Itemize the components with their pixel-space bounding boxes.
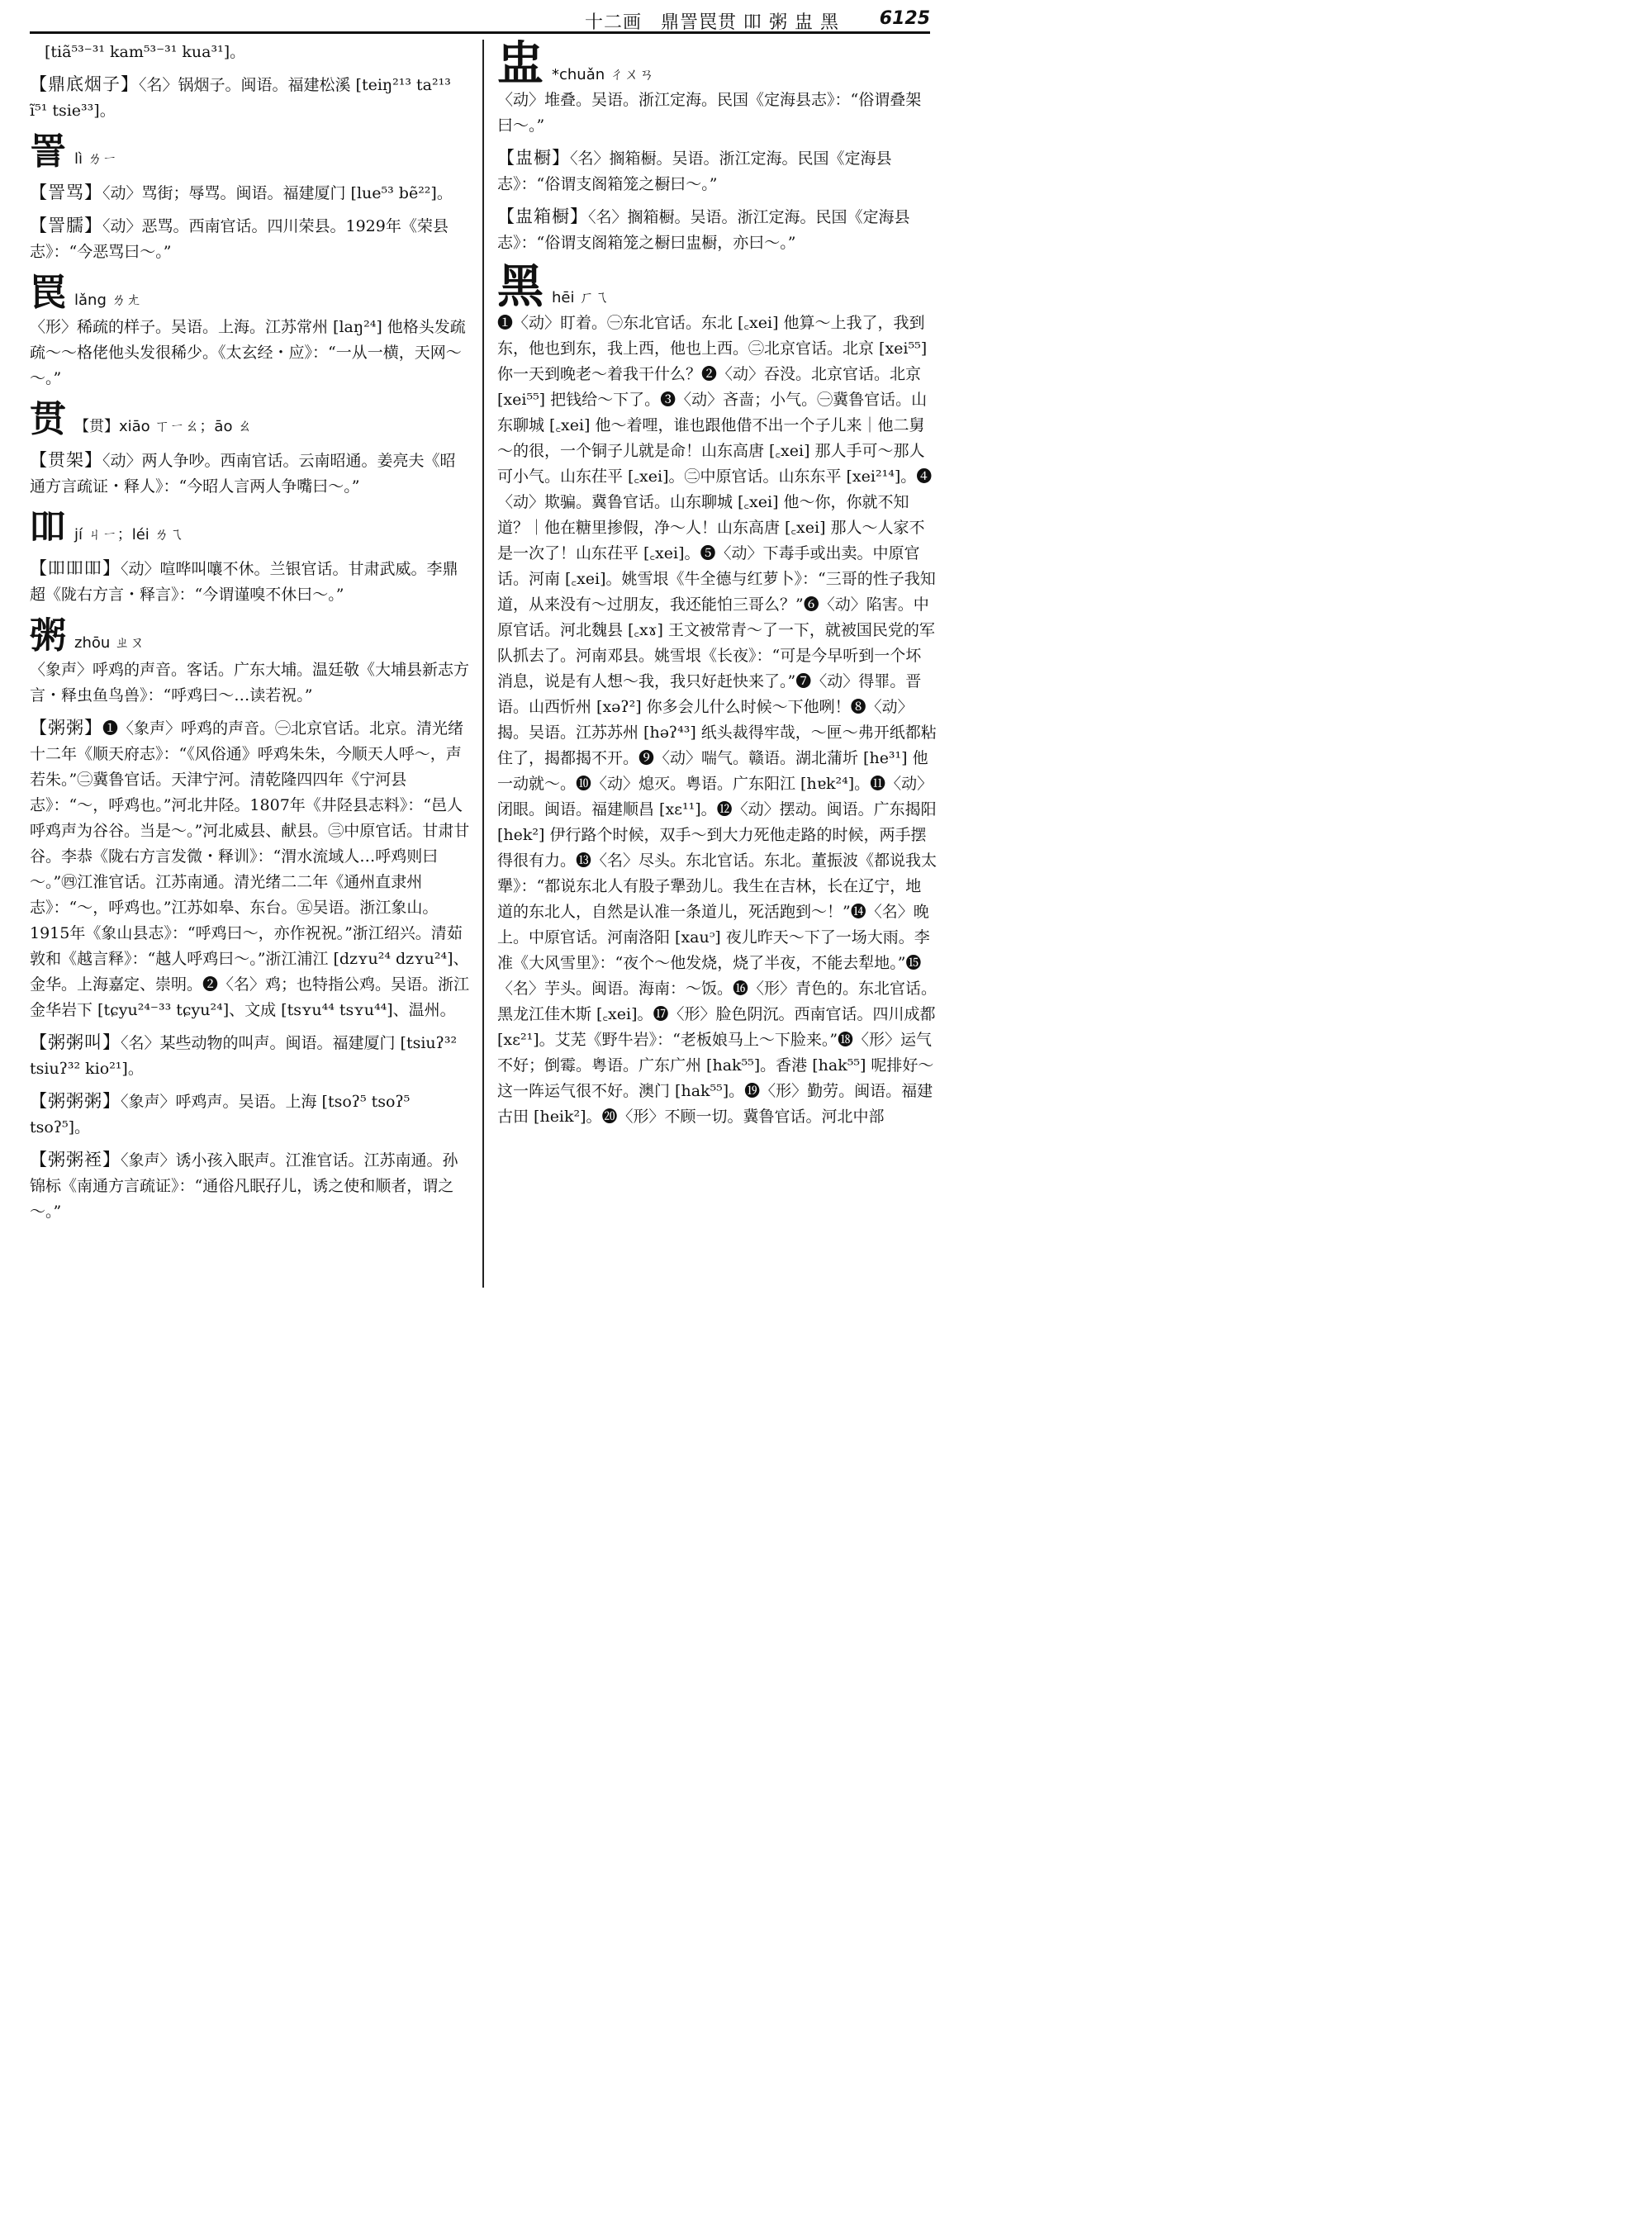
word-entry — [30, 72, 471, 124]
pronunciation: 【贯】xiāo ㄒㄧㄠ；āo ㄠ — [74, 418, 253, 435]
headword: 【吅吅吅】 — [30, 558, 121, 578]
head-character: 贯 — [30, 398, 66, 440]
character-headline — [30, 130, 471, 173]
head-character: 詈 — [30, 130, 66, 173]
headword: 【詈骂】 — [30, 183, 102, 202]
page-header — [30, 7, 930, 34]
definition-text: 〈象声〉呼鸡的声音。客话。广东大埔。温廷敬《大埔县新志方言・释虫鱼鸟兽》：“呼鸡曰～…读若祝。” — [30, 661, 470, 705]
word-entry — [497, 204, 937, 256]
character-entry — [30, 272, 471, 391]
headword: 【鼎底烟子】 — [30, 74, 139, 94]
right-column — [497, 40, 937, 1289]
definition-text: 〈动〉骂街；辱骂。闽语。福建厦门 [lue⁵³ bẽ²²]。 — [102, 184, 453, 202]
character-headline — [497, 259, 937, 314]
character-headline — [30, 614, 471, 657]
character-headline — [497, 40, 937, 91]
headword: 【贯架】 — [30, 450, 102, 470]
word-entry — [30, 180, 471, 206]
running-head: 十二画 鼎詈罠贯 吅 粥 盅 黑 — [585, 12, 839, 33]
character-headline — [30, 272, 471, 315]
headword: 【粥粥粥】 — [30, 1091, 121, 1111]
definition-text: ❶〈象声〉呼鸡的声音。㊀北京官话。北京。清光绪十二年《顺天府志》：“《风俗通》呼鸡朱朱，今顺天人呼～，声若朱。”㊁冀鲁官话。天津宁河。清乾隆四四年《宁河县志》：“～，呼鸡也。”河北井陉。1807年《井陉县志料》：“邑人呼鸡声为谷谷。当是～。”河北威县、献县。㊂中原官话。甘肃甘谷。李恭《陇右方言发微・释训》：“渭水流域人…呼鸡则曰～。”㊃江淮官话。江苏南通。清光绪二二年《通州直隶州志》：“～，呼鸡也。”江苏如皋、东台。㊄吴语。浙江象山。1915年《象山县志》：“呼鸡曰～，亦作祝祝。”浙江绍兴。清茹敦和《越言释》：“越人呼鸡曰～。”浙江浦江 [dzʏu²⁴ dzʏu²⁴]、金华。上海嘉定、崇明。❷〈名〉鸡；也特指公鸡。吴语。浙江金华岩下 [tɕyu²⁴⁻³³ tɕyu²⁴]、文成 [tsʏu⁴⁴ tsʏu⁴⁴]、温州。 — [30, 719, 470, 1019]
word-entry — [497, 145, 937, 197]
left-column — [30, 40, 471, 1289]
definition-text: 〈名〉搁箱橱。吴语。浙江定海。民国《定海县志》：“俗谓支阁箱笼之橱曰～。” — [497, 149, 892, 193]
character-entry — [30, 130, 471, 173]
word-entry — [30, 1147, 471, 1225]
head-character: 黑 — [497, 259, 544, 314]
definition-text: 〈形〉稀疏的样子。吴语。上海。江苏常州 [laŋ²⁴] 他格头发疏疏～～格佬他头发很稀少。《太玄经・应》：“一从一横，天网～～。” — [30, 318, 466, 387]
pronunciation: lǎng ㄌㄤ — [74, 292, 141, 309]
definition-text: 〈动〉堆叠。吴语。浙江定海。民国《定海县志》：“俗谓叠架曰～。” — [497, 91, 922, 135]
pronunciation: lì ㄌㄧ — [74, 150, 117, 168]
headword: 【盅橱】 — [497, 148, 570, 168]
character-headline — [30, 506, 471, 549]
head-character: 粥 — [30, 614, 66, 657]
character-entry — [497, 40, 937, 139]
definition-text: 〈名〉搁箱橱。吴语。浙江定海。民国《定海县志》：“俗谓支阁箱笼之橱曰盅橱，亦曰～。” — [497, 208, 910, 252]
character-entry — [30, 506, 471, 549]
definition-text: 〈名〉锅烟子。闽语。福建松溪 [teiŋ²¹³ ta²¹³ ĩ⁵¹ tsie³³]。 — [30, 76, 451, 120]
headword: 【粥粥叫】 — [30, 1032, 121, 1052]
pronunciation: hēi ㄏㄟ — [552, 289, 610, 306]
head-character: 盅 — [497, 40, 544, 91]
entry-text: [tiã⁵³⁻³¹ kam⁵³⁻³¹ kua³¹]。 — [45, 43, 246, 61]
definition-text: 〈名〉某些动物的叫声。闽语。福建厦门 [tsiuʔ³² tsiuʔ³² kio²¹]。 — [30, 1034, 458, 1078]
definition-text: ❶〈动〉盯着。㊀东北官话。东北 [꜀xei] 他算～上我了，我到东，他也到东，我上西，他也上西。㊁北京官话。北京 [xei⁵⁵] 你一天到晚老～着我干什么？❷〈动〉吞没。北京官话。北京 [xei⁵⁵] 把钱给～下了。❸〈动〉吝啬；小气。㊀冀鲁官话。山东聊城 [꜀xei] 他～着哩，谁也跟他借不出一个子儿来｜他二舅～的很，一个铜子儿就是命！山东高唐 [꜀xei] 那人手可～那人可小气。山东茌平 [꜀xei]。㊁中原官话。山东东平 [xei²¹⁴]。❹〈动〉欺骗。冀鲁官话。山东聊城 [꜀xei] 他～你，你就不知道？｜他在糖里掺假，净～人！山东高唐 [꜀xei] 那人～人家不是一次了！山东茌平 [꜀xei]。❺〈动〉下毒手或出卖。中原官话。河南 [꜀xei]。姚雪垠《牛全德与红萝卜》：“三哥的性子我知道，从来没有～过朋友，我还能怕三哥么？”❻〈动〉陷害。中原官话。河北魏县 [꜀xɤ] 王文被常青～了一下，就被国民党的军队抓去了。河南邓县。姚雪垠《长夜》：“可是今早听到一个坏消息，说是有人想～我，我只好赶快来了。”❼〈动〉得罪。晋语。山西忻州 [xəʔ²] 你多会儿什么时候～下他咧！❽〈动〉揭。吴语。江苏苏州 [həʔ⁴³] 纸头裁得牢哉，～匣～弗开纸都粘住了，揭都揭不开。❾〈动〉喘气。赣语。湖北蒲圻 [he³¹] 他一动就～。❿〈动〉熄灭。粤语。广东阳江 [hɐk²⁴]。⓫〈动〉闭眼。闽语。福建顺昌 [xɛ¹¹]。⓬〈动〉摆动。闽语。广东揭阳 [hek²] 伊行路个时候，双手～到大力死他走路的时候，两手摆得很有力。⓭〈名〉尽头。东北官话。东北。董振波《都说我太犟》：“都说东北人有股子犟劲儿。我生在吉林，长在辽宁，地道的东北人，自然是认准一条道儿，死活跑到～！”⓮〈名〉晚上。中原官话。河南洛阳 [xauᵓ] 夜儿昨天～下了一场大雨。李准《大风雪里》：“夜个～他发烧，烧了半夜，不能去犁地。”⓯〈名〉芋头。闽语。海南：～饭。⓰〈形〉青色的。东北官话。黑龙江佳木斯 [꜀xei]。⓱〈形〉脸色阴沉。西南官话。四川成都 [xɛ²¹]。艾芜《野牛岩》：“老板娘马上～下脸来。”⓲〈形〉运气不好；倒霉。粤语。广东广州 [hak⁵⁵]。香港 [hak⁵⁵] 呢排好～这一阵运气很不好。澳门 [hak⁵⁵]。⓳〈形〉勤劳。闽语。福建古田 [heik²]。⓴〈形〉不顾一切。冀鲁官话。河北中部 — [497, 314, 937, 1126]
head-character: 罠 — [30, 272, 66, 314]
page-number: 6125 — [879, 8, 930, 29]
definition-text: 〈象声〉诱小孩入眠声。江淮官话。江苏南通。孙锦标《南通方言疏证》：“通俗凡眠孖儿，诱之使和顺者，谓之～。” — [30, 1151, 458, 1221]
pronunciation: zhōu ㄓㄡ — [74, 634, 145, 652]
pronunciation: jí ㄐㄧ；léi ㄌㄟ — [74, 526, 184, 543]
headword: 【詈臑】 — [30, 216, 102, 235]
headword: 【盅箱橱】 — [497, 206, 588, 226]
word-entry — [30, 448, 471, 500]
pronunciation: *chuǎn ㄔㄨㄢ — [552, 66, 654, 83]
character-entry — [497, 259, 937, 1130]
word-entry — [30, 1030, 471, 1082]
word-entry — [30, 715, 471, 1023]
continuation-text — [30, 40, 471, 65]
character-entry — [30, 614, 471, 709]
headword: 【粥粥】 — [30, 718, 102, 738]
character-headline — [30, 398, 471, 441]
head-character: 吅 — [30, 506, 66, 548]
column-divider — [482, 40, 484, 1288]
definition-text: 〈象声〉呼鸡声。吴语。上海 [tsoʔ⁵ tsoʔ⁵ tsoʔ⁵]。 — [30, 1093, 411, 1136]
definition-text: 〈动〉两人争吵。西南官话。云南昭通。姜亮夫《昭通方言疏证・释人》：“今昭人言两人争嘴曰～。” — [30, 452, 456, 496]
headword: 【粥粥䘭】 — [30, 1150, 121, 1170]
word-entry — [30, 556, 471, 608]
word-entry — [30, 213, 471, 265]
definition-text: 〈动〉喧哗叫嚷不休。兰银官话。甘肃武威。李鼎超《陇右方言・释言》：“今谓谨嗅不休曰～。” — [30, 560, 458, 604]
definition-text: 〈动〉恶骂。西南官话。四川荣县。1929年《荣县志》：“今恶骂曰～。” — [30, 217, 449, 261]
character-entry — [30, 398, 471, 441]
word-entry — [30, 1089, 471, 1141]
